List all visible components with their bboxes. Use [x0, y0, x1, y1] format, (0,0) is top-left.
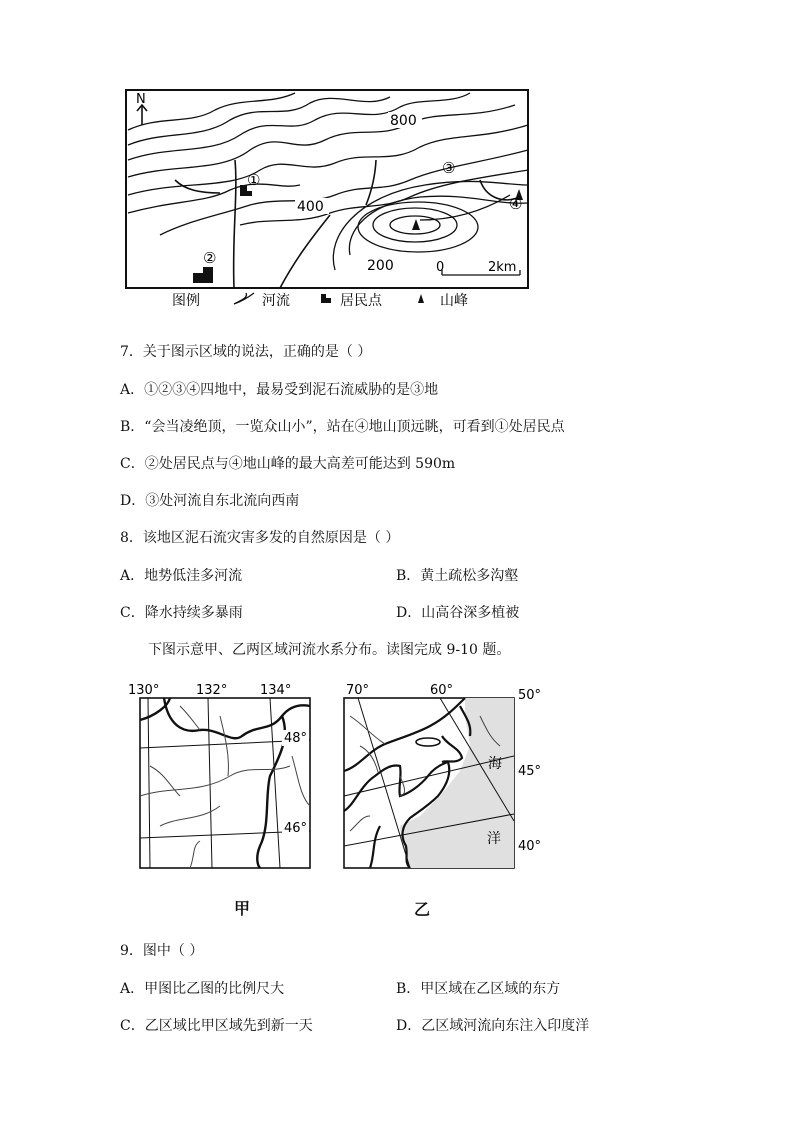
contour-label-800: 800	[390, 113, 417, 129]
topographic-map	[120, 85, 535, 315]
contour-lines	[128, 93, 528, 270]
site-marker-2: ②	[203, 249, 217, 267]
yi-sea-label-yang: 洋	[487, 831, 501, 847]
q7-stem: 7．关于图示区域的说法，正确的是（ ）	[120, 344, 372, 360]
yi-lon-70: 70°	[346, 683, 370, 698]
scale-end: 2km	[488, 260, 517, 275]
q8-option-a: A．地势低洼多河流	[120, 568, 243, 584]
q8-option-d: D．山高谷深多植被	[396, 605, 520, 621]
q9-option-a: A．甲图比乙图的比例尺大	[120, 981, 285, 997]
jia-lat-48: 48°	[284, 731, 308, 746]
yi-lat-40: 40°	[518, 839, 542, 854]
map-yi-caption: 乙	[414, 900, 431, 919]
site-marker-4: ④	[509, 195, 523, 213]
yi-lat-45: 45°	[518, 764, 542, 779]
site-marker-3: ③	[442, 159, 456, 177]
map-yi	[330, 676, 555, 876]
north-label: N	[136, 92, 146, 107]
map-jia	[120, 676, 335, 876]
map-frame	[126, 90, 528, 288]
legend-river-label: 河流	[262, 293, 290, 309]
yi-island	[416, 738, 440, 746]
q9-option-c: C．乙区域比甲区域先到新一天	[120, 1018, 313, 1034]
settlement-legend-icon	[321, 294, 331, 303]
q7-option-d: D．③处河流自东北流向西南	[120, 493, 300, 509]
jia-lon-132: 132°	[196, 683, 228, 698]
map-intro: 下图示意甲、乙两区域河流水系分布。读图完成 9-10 题。	[148, 642, 511, 658]
jia-border	[140, 698, 310, 868]
q7-option-b: B．“会当凌绝顶，一览众山小”，站在④地山顶远眺，可看到①处居民点	[120, 419, 565, 435]
q8-stem: 8．该地区泥石流灾害多发的自然原因是（ ）	[120, 530, 400, 546]
q8-option-b: B．黄土疏松多沟壑	[396, 568, 519, 584]
yi-lon-60: 60°	[430, 683, 454, 698]
contour-label-200: 200	[367, 258, 394, 274]
jia-lon-134: 134°	[260, 683, 292, 698]
settlement-2-icon	[193, 267, 213, 283]
q9-option-d: D．乙区域河流向东注入印度洋	[396, 1018, 590, 1034]
legend-peak-label: 山峰	[440, 293, 468, 309]
map-jia-caption: 甲	[234, 899, 251, 918]
river-legend-icon	[234, 293, 254, 304]
q9-stem: 9．图中（ ）	[120, 943, 204, 959]
jia-lat-46: 46°	[284, 821, 308, 836]
north-arrow-icon	[137, 105, 147, 125]
yi-sea-label-hai: 海	[488, 756, 502, 772]
q7-option-a: A．①②③④四地中，最易受到泥石流威胁的是③地	[120, 382, 439, 398]
site-marker-1: ①	[247, 171, 261, 189]
legend-settlement-label: 居民点	[340, 293, 382, 309]
q9-option-b: B．甲区域在乙区域的东方	[396, 981, 561, 997]
river-lines	[175, 160, 523, 288]
yi-lat-50: 50°	[518, 688, 542, 703]
q8-option-c: C．降水持续多暴雨	[120, 605, 243, 621]
contour-label-400: 400	[297, 199, 324, 215]
scale-zero: 0	[436, 260, 445, 275]
q7-option-c: C．②处居民点与④地山峰的最大高差可能达到 590m	[120, 456, 456, 472]
peak-marker-icon	[412, 219, 420, 230]
legend-title: 图例	[172, 293, 200, 309]
jia-lon-130: 130°	[128, 683, 160, 698]
peak-legend-icon	[418, 294, 424, 303]
